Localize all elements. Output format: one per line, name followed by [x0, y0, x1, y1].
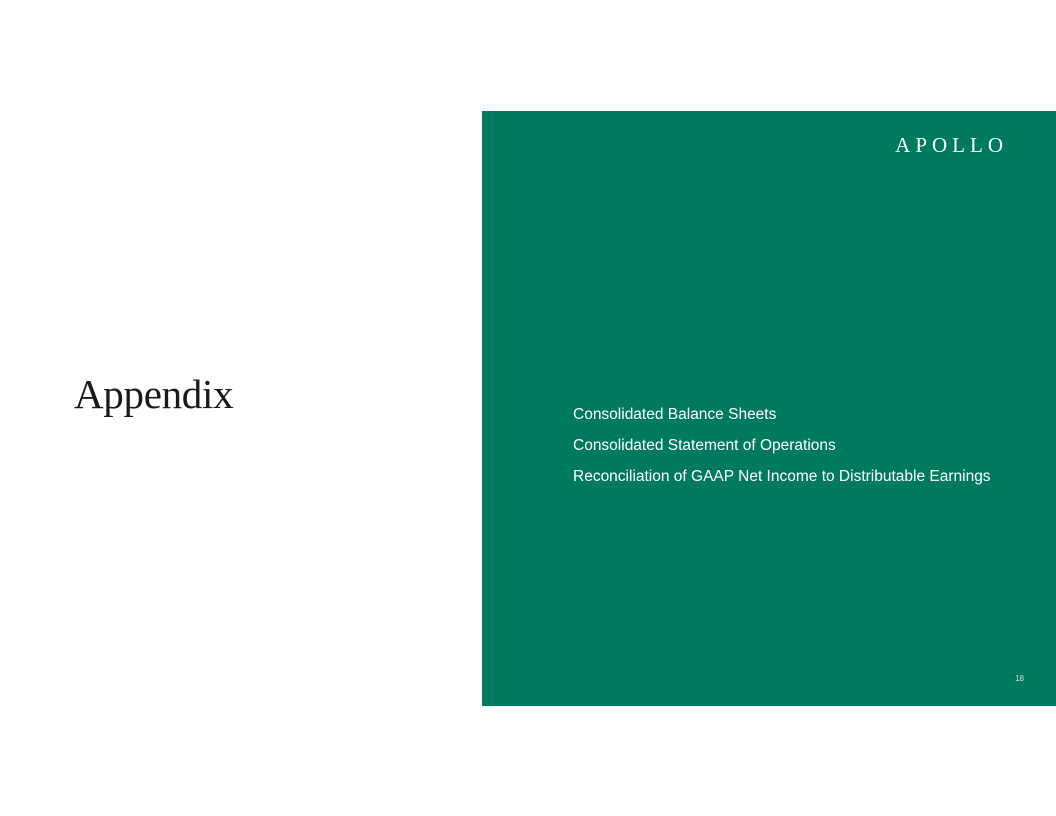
agenda-item-statement-of-operations: Consolidated Statement of Operations	[573, 437, 836, 454]
agenda-item-reconciliation: Reconciliation of GAAP Net Income to Distributable Earnings	[573, 468, 991, 485]
green-panel	[482, 111, 1056, 706]
apollo-logo: APOLLO	[895, 133, 1008, 157]
page-number: 18	[1015, 674, 1024, 683]
agenda-item-balance-sheets: Consolidated Balance Sheets	[573, 406, 777, 423]
section-title: Appendix	[74, 371, 234, 417]
agenda-list	[573, 399, 991, 492]
